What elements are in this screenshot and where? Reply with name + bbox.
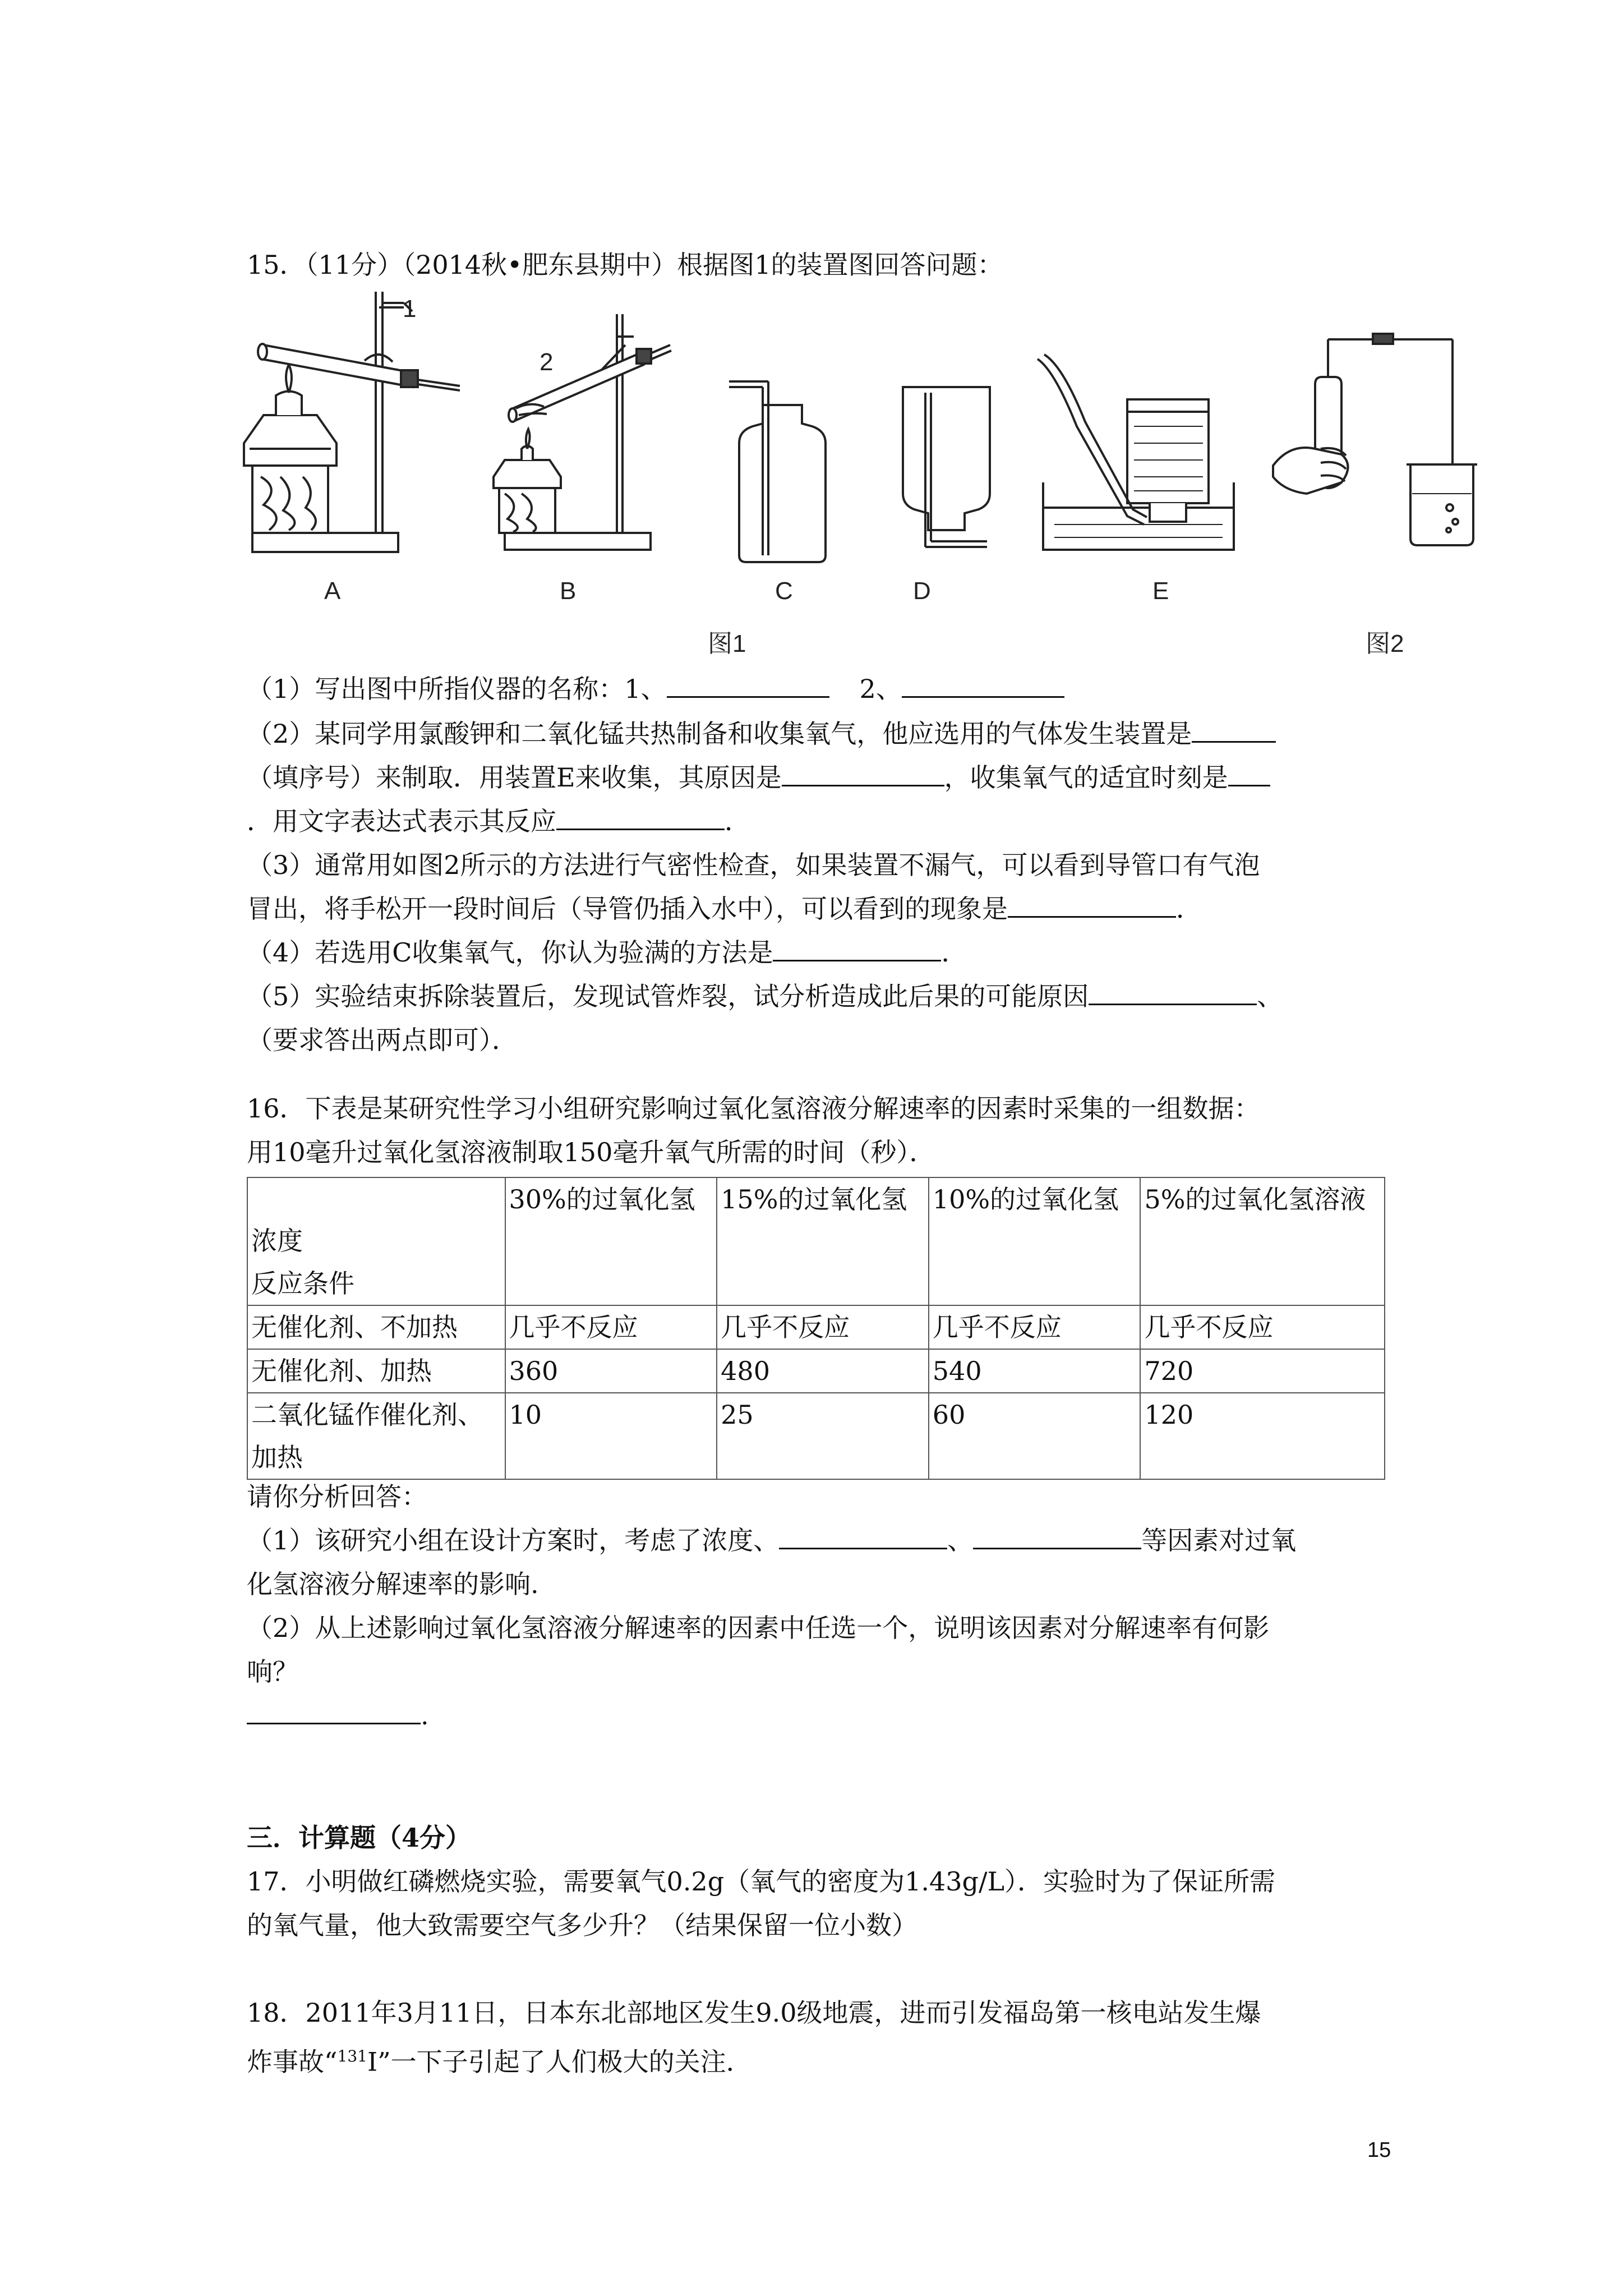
- table-cell: 540: [929, 1349, 1141, 1393]
- table-cell: 几乎不反应: [1140, 1305, 1385, 1349]
- q18-line2: 炸事故“$^{131}$I”一下子引起了人们极大的关注．: [247, 2046, 752, 2077]
- table-row: [247, 1393, 1385, 1479]
- q16-part1-line1: （1）该研究小组在设计方案时，考虑了浓度、 、 等因素对过氧: [247, 1518, 1402, 1563]
- q18-line1: 18．2011年3月11日，日本东北部地区发生9.0级地震，进而引发福岛第一核电站发生爆: [247, 1998, 1261, 2028]
- answer-blank[interactable]: [779, 1520, 947, 1549]
- answer-blank[interactable]: [1192, 713, 1276, 743]
- answer-blank[interactable]: [247, 1695, 421, 1724]
- answer-blank[interactable]: [1228, 757, 1270, 786]
- table-cell: 720: [1140, 1349, 1385, 1393]
- q15-part5-line2: （要求答出两点即可）．: [247, 1025, 518, 1055]
- table-column-header: 5%的过氧化氢溶液: [1140, 1177, 1385, 1305]
- q15-part2-line3: ．用文字表达式表示其反应 ．: [247, 799, 1402, 844]
- isotope-mass-number: 131: [337, 2047, 367, 2065]
- q15-part3-line1: （3）通常用如图2所示的方法进行气密性检查，如果装置不漏气，可以看到导管口有气泡: [247, 850, 1260, 880]
- table-cell: 120: [1140, 1393, 1385, 1479]
- answer-blank[interactable]: [973, 1520, 1141, 1549]
- table-cell: 几乎不反应: [505, 1305, 717, 1349]
- label-e: E: [1152, 577, 1169, 605]
- q15-part3-line2: 冒出，将手松开一段时间后（导管仍插入水中），可以看到的现象是 ．: [247, 886, 1402, 931]
- label-c: C: [775, 577, 793, 605]
- answer-blank[interactable]: [1089, 976, 1257, 1005]
- q16-part2-line1: （2）从上述影响过氧化氢溶液分解速率的因素中任选一个，说明该因素对分解速率有何影: [247, 1613, 1270, 1643]
- section3-title: 三．计算题（4分）: [247, 1823, 472, 1853]
- table-row: [247, 1305, 1385, 1349]
- table-row-label: 无催化剂、加热: [247, 1349, 505, 1393]
- table-column-header: 10%的过氧化氢: [929, 1177, 1141, 1305]
- answer-blank[interactable]: [667, 668, 829, 698]
- page-number: 15: [1367, 2138, 1391, 2162]
- answer-blank[interactable]: [902, 668, 1064, 698]
- q15-part2-line1: （2）某同学用氯酸钾和二氧化锰共热制备和收集氧气，他应选用的气体发生装置是: [247, 711, 1402, 756]
- q16-intro-line1: 16．下表是某研究性学习小组研究影响过氧化氢溶液分解速率的因素时采集的一组数据：: [247, 1093, 1260, 1124]
- table-cell: 360: [505, 1349, 717, 1393]
- table-corner-cell: 浓度 反应条件: [247, 1177, 505, 1305]
- table-row-label: 无催化剂、不加热: [247, 1305, 505, 1349]
- q16-part1-line2: 化氢溶液分解速率的影响.: [247, 1569, 539, 1599]
- q17-line1: 17．小明做红磷燃烧实验，需要氧气0.2g（氧气的密度为1.43g/L）．实验时为了保证所需: [247, 1866, 1276, 1897]
- q17-line2: 的氧气量，他大致需要空气多少升？（结果保留一位小数）: [247, 1910, 917, 1940]
- answer-blank[interactable]: [556, 800, 725, 830]
- q15-part4: （4）若选用C收集氧气，你认为验满的方法是 ．: [247, 930, 1402, 975]
- table-cell: 480: [717, 1349, 929, 1393]
- table-cell: 25: [717, 1393, 929, 1479]
- label-2: 2: [540, 348, 554, 376]
- apparatus-figure: [0, 0, 1623, 673]
- table-cell: 10: [505, 1393, 717, 1479]
- apparatus-drawing: [0, 0, 1623, 673]
- label-d: D: [913, 577, 931, 605]
- table-cell: 几乎不反应: [717, 1305, 929, 1349]
- data-table: [247, 1177, 1385, 1480]
- label-1: 1: [403, 295, 417, 323]
- q16-intro-line2: 用10毫升过氧化氢溶液制取150毫升氧气所需的时间（秒）．: [247, 1137, 935, 1167]
- answer-blank[interactable]: [773, 932, 941, 961]
- caption-fig2: 图2: [1366, 630, 1404, 657]
- table-cell: 几乎不反应: [929, 1305, 1141, 1349]
- answer-blank[interactable]: [782, 757, 944, 786]
- answer-blank[interactable]: [1008, 888, 1176, 918]
- table-header-row: [247, 1177, 1385, 1305]
- table-row: [247, 1349, 1385, 1393]
- q16-prompt: 请你分析回答：: [247, 1481, 427, 1512]
- label-b: B: [560, 577, 577, 605]
- q15-part2-line2: （填序号）来制取．用装置E来收集，其原因是 ，收集氧气的适宜时刻是: [247, 755, 1402, 800]
- q15-part1: （1）写出图中所指仪器的名称：1、 2、: [247, 666, 1402, 711]
- q15-part5-line1: （5）实验结束拆除装置后，发现试管炸裂，试分析造成此后果的可能原因 、: [247, 974, 1402, 1019]
- q16-part2-line3: .: [247, 1693, 1402, 1738]
- q16-part2-line2: 响？: [247, 1657, 298, 1687]
- table-column-header: 30%的过氧化氢: [505, 1177, 717, 1305]
- table-cell: 60: [929, 1393, 1141, 1479]
- table-column-header: 15%的过氧化氢: [717, 1177, 929, 1305]
- caption-fig1: 图1: [708, 630, 746, 657]
- table-row-label: 二氧化锰作催化剂、 加热: [247, 1393, 505, 1479]
- label-a: A: [324, 577, 341, 605]
- q15-header: 15．（11分）（2014秋•肥东县期中）根据图1的装置图回答问题：: [247, 250, 1003, 280]
